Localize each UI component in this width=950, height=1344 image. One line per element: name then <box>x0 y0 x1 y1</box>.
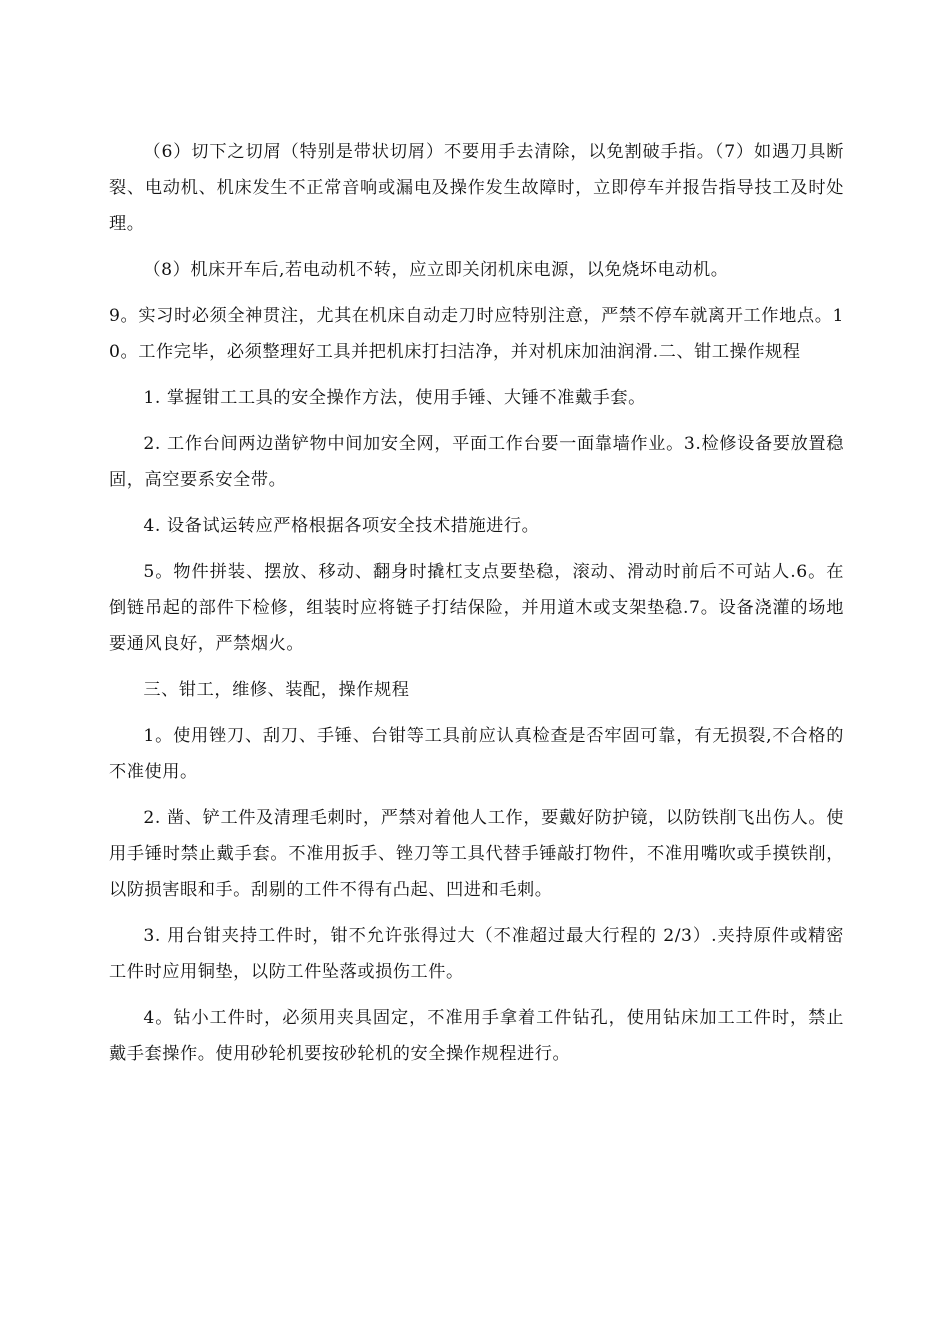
paragraph-fitter-2-3: 2. 工作台间两边凿铲物中间加安全网，平面工作台要一面靠墙作业。3.检修设备要放置稳固，高空要系安全带。 <box>109 434 844 490</box>
paragraph-lathe-9-10: 9。实习时必须全神贯注，尤其在机床自动走刀时应特别注意，严禁不停车就离开工作地点。10。工作完毕，必须整理好工具并把机床打扫洁净，并对机床加油润滑.二、钳工操作规程 <box>109 306 844 362</box>
paragraph-maintenance-4: 4。钻小工件时，必须用夹具固定，不准用手拿着工件钻孔，使用钻床加工工件时，禁止戴手套操作。使用砂轮机要按砂轮机的安全操作规程进行。 <box>109 1008 844 1064</box>
paragraph-fitter-1: 1. 掌握钳工工具的安全操作方法，使用手锤、大锤不准戴手套。 <box>143 388 646 408</box>
paragraph-fitter-4: 4. 设备试运转应严格根据各项安全技术措施进行。 <box>143 516 540 536</box>
paragraph-maintenance-1: 1。使用锉刀、刮刀、手锤、台钳等工具前应认真检查是否牢固可靠，有无损裂,不合格的不准使用。 <box>109 726 844 782</box>
paragraph-maintenance-3: 3. 用台钳夹持工件时，钳不允许张得过大（不准超过最大行程的 2/3）.夹持原件或精密工件时应用铜垫，以防工件坠落或损伤工件。 <box>109 926 844 982</box>
paragraph-fitter-5-7: 5。物件拼装、摆放、移动、翻身时撬杠支点要垫稳，滚动、滑动时前后不可站人.6。在倒链吊起的部件下检修，组装时应将链子打结保险，并用道木或支架垫稳.7。设备浇灌的场地要通风良好，严禁烟火。 <box>109 562 844 654</box>
document-body <box>109 134 844 1082</box>
section-heading-maintenance: 三、钳工，维修、装配，操作规程 <box>143 680 410 700</box>
paragraph-maintenance-2: 2. 凿、铲工件及清理毛刺时，严禁对着他人工作，要戴好防护镜，以防铁削飞出伤人。使用手锤时禁止戴手套。不准用扳手、锉刀等工具代替手锤敲打物件，不准用嘴吹或手摸铁削，以防损害眼和手。刮剔的工件不得有凸起、凹进和毛刺。 <box>109 808 844 900</box>
paragraph-lathe-6-7: （6）切下之切屑（特别是带状切屑）不要用手去清除，以免割破手指。（7）如遇刀具断裂、电动机、机床发生不正常音响或漏电及操作发生故障时，立即停车并报告指导技工及时处理。 <box>109 142 844 234</box>
paragraph-lathe-8: （8）机床开车后,若电动机不转，应立即关闭机床电源，以免烧坏电动机。 <box>143 260 729 280</box>
